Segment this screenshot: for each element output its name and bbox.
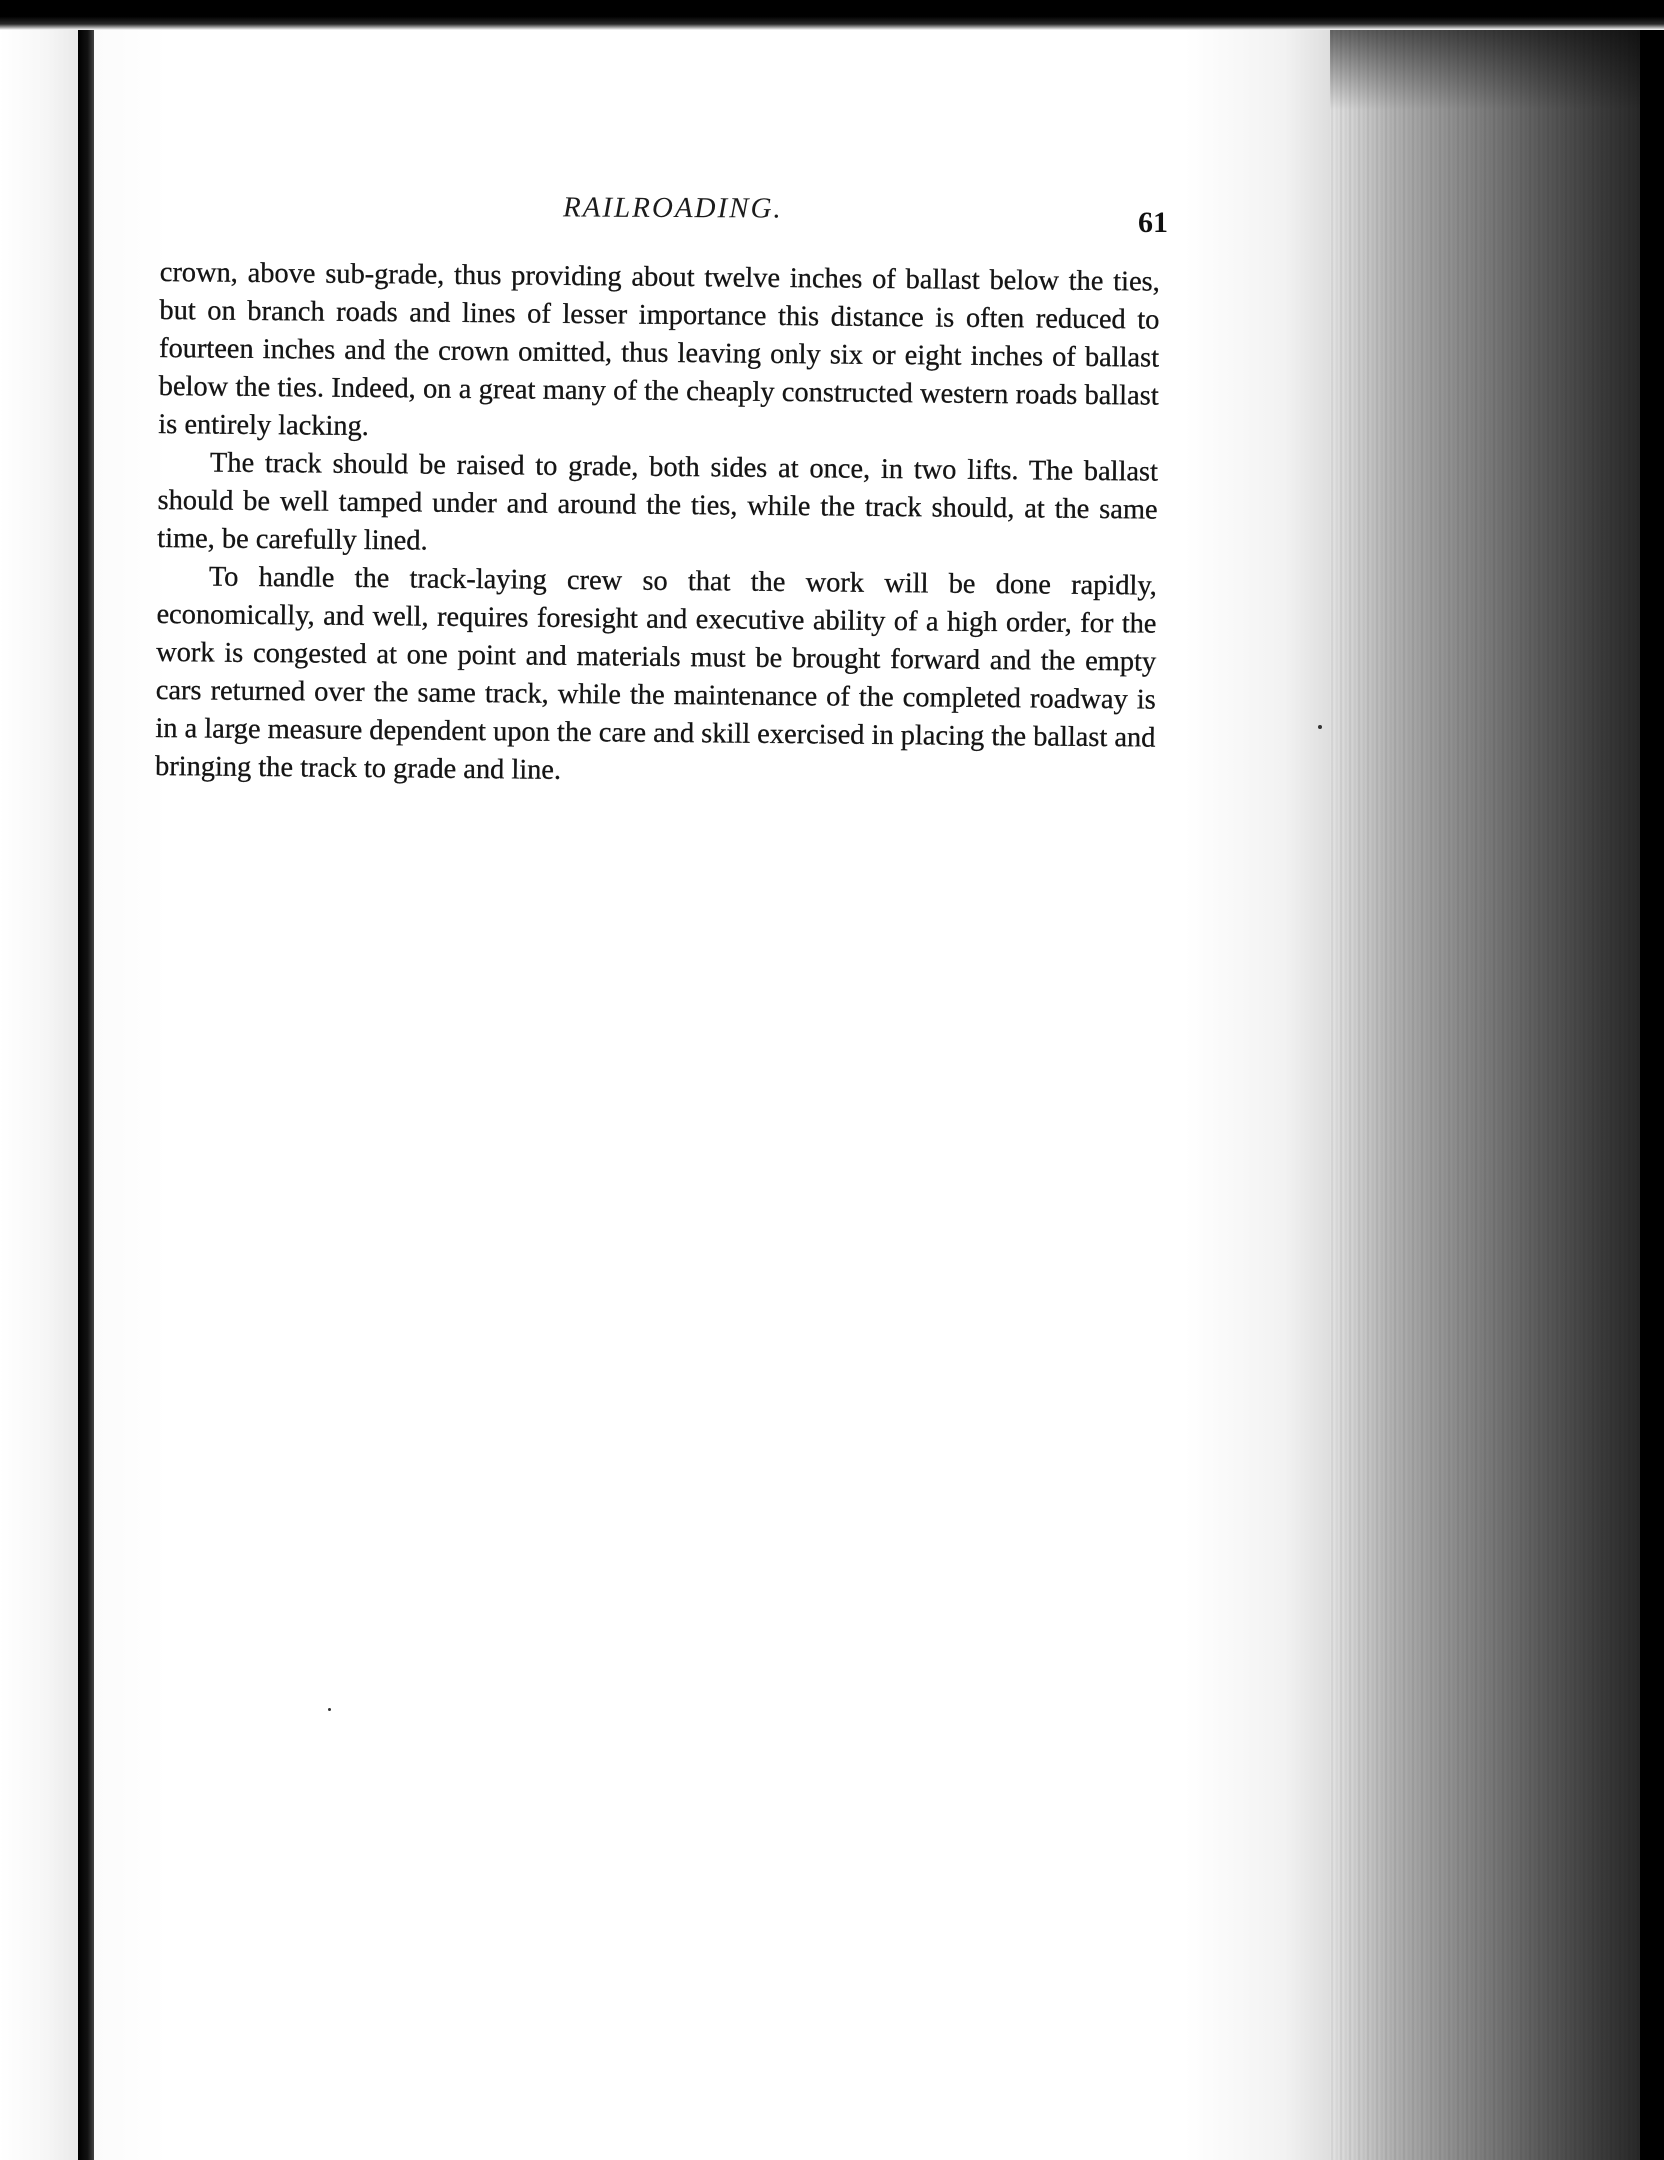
previous-page-edge xyxy=(0,0,78,2160)
scanner-frame-top xyxy=(0,0,1664,30)
page-stack-edges xyxy=(1330,30,1664,2160)
scan-speck xyxy=(328,1708,331,1711)
paragraph-2: The track should be raised to grade, both sides at once, in two lifts. The ballast should be well tamped under and around the ties, while the track should, at the same time, be carefully lined. xyxy=(157,447,1159,557)
page-stack-shadow xyxy=(1330,30,1664,110)
paragraph-1: crown, above sub-grade, thus providing about twelve inches of ballast below the ties, but on branch roads and lines of lesser importance this distance is often reduced to fourteen inches and the crown omitted, thus leaving only six or eight inches of ballast below the ties. Indeed, on a great many of the cheaply constructed western roads ballast is entirely lacking. xyxy=(158,256,1160,443)
body-text xyxy=(155,254,1160,796)
running-head: RAILROADING. xyxy=(562,191,783,225)
paragraph-3: To handle the track-laying crew so that the work will be done rapidly, economically, and well, requires foresight and executive ability of a high order, for the work is congested at one point and materials must be brought forward and the empty cars returned over the same track, while the maintenance of the completed roadway is in a large measure dependent upon the care and skill exercised in placing the ballast and bringing the track to grade and line. xyxy=(154,561,1158,786)
book-gutter xyxy=(78,0,94,2160)
page-number: 61 xyxy=(1138,206,1168,239)
scanner-frame-right xyxy=(1640,0,1664,2160)
scan-speck xyxy=(1318,725,1322,729)
